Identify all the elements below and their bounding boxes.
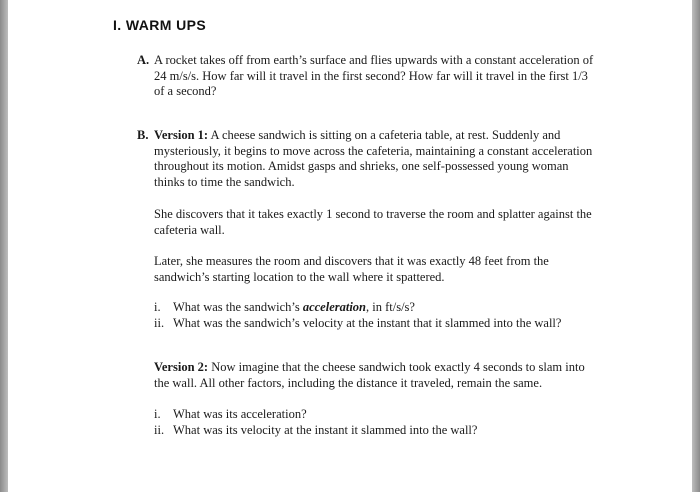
left-page-edge bbox=[0, 0, 8, 492]
problem-a-marker: A. bbox=[137, 53, 150, 67]
question-number: i. bbox=[154, 300, 161, 314]
question-emphasis: acceleration bbox=[302, 300, 367, 314]
version2-label: Version 2: bbox=[154, 360, 209, 374]
version1-para2: She discovers that it takes exactly 1 second to traverse the room and splatter against the cafeteria wall. bbox=[154, 207, 592, 237]
version2-question-2 bbox=[154, 423, 594, 439]
question-text-pre: What was the sandwich’s bbox=[173, 300, 303, 314]
right-page-edge bbox=[692, 0, 700, 492]
question-number: ii. bbox=[154, 316, 165, 330]
question-number: ii. bbox=[154, 423, 165, 437]
version2-paragraph bbox=[154, 360, 594, 391]
version1-para3: Later, she measures the room and discovers that it was exactly 48 feet from the sandwich’s starting location to the wall where it spattered. bbox=[154, 254, 549, 284]
version1-label: Version 1: bbox=[154, 128, 209, 142]
version2-question-1 bbox=[154, 407, 594, 423]
version1-text: A cheese sandwich is sitting on a cafeteria table, at rest. Suddenly and mysteriously, it begins to move across the cafeteria, maintaining a constant acceleration throughout its motion. Amidst gasps and shrieks, one self-possessed young woman thinks to time the sandwich. bbox=[154, 128, 593, 189]
version1-question-1 bbox=[154, 300, 594, 316]
question-text-post: , in ft/s/s? bbox=[366, 300, 415, 314]
question-text: What was its acceleration? bbox=[173, 407, 307, 421]
question-number: i. bbox=[154, 407, 161, 421]
version1-paragraph bbox=[154, 128, 594, 190]
question-text: What was its velocity at the instant it slammed into the wall? bbox=[173, 423, 478, 437]
problem-b-marker: B. bbox=[137, 128, 149, 142]
section-heading: I. WARM UPS bbox=[113, 17, 207, 33]
version1-question-2 bbox=[154, 316, 594, 332]
problem-a-text: A rocket takes off from earth’s surface and flies upwards with a constant acceleration of 24 m/s/s. How far will it travel in the first second? How far will it travel in the first 1/3 of a second? bbox=[154, 53, 594, 98]
version2-text: Now imagine that the cheese sandwich took exactly 4 seconds to slam into the wall. All other factors, including the distance it traveled, remain the same. bbox=[154, 360, 585, 390]
question-text: What was the sandwich’s velocity at the instant that it slammed into the wall? bbox=[173, 316, 562, 330]
